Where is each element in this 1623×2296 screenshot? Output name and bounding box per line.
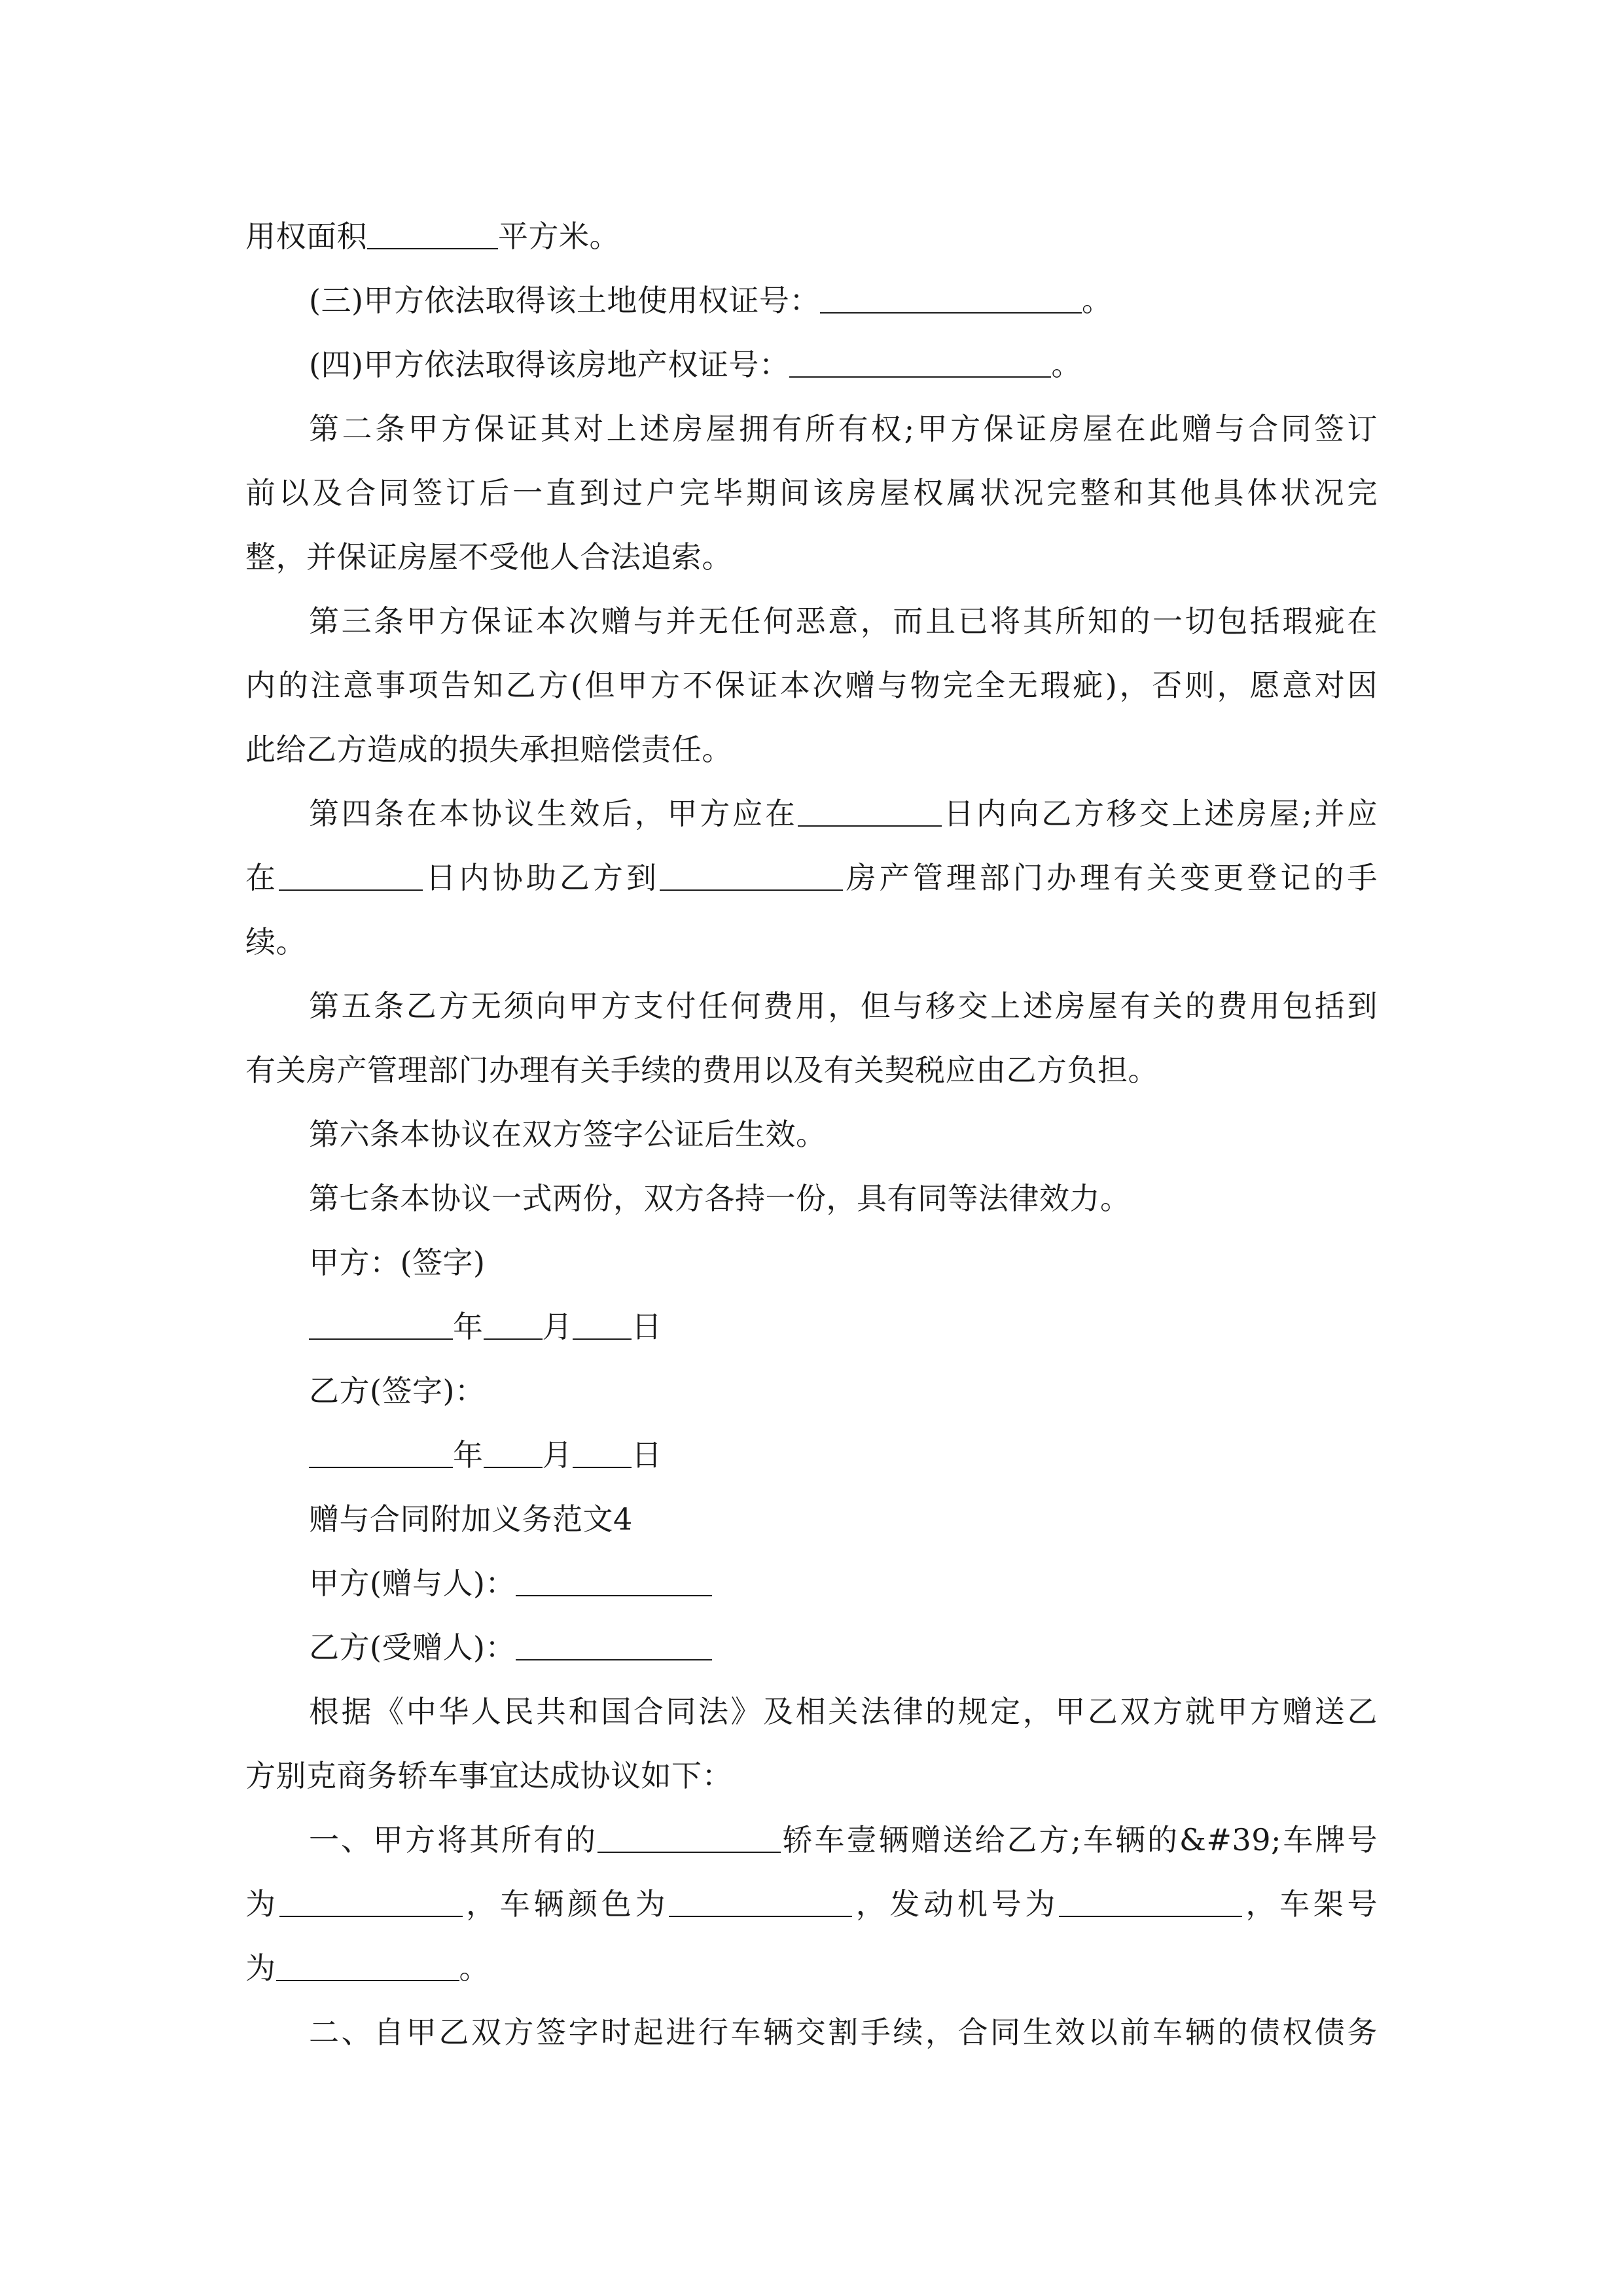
text-line: 第六条本协议在双方签字公证后生效。: [309, 1117, 827, 1152]
text-segment: 甲方(赠与人)：: [309, 1566, 516, 1601]
text-line: 第七条本协议一式两份，双方各持一份，具有同等法律效力。: [309, 1181, 1131, 1216]
text-line: [245, 1808, 1378, 1872]
text-segment: 日内向乙方移交上述房屋;并应: [941, 796, 1378, 831]
text-line: 前以及合同签订后一直到过户完毕期间该房屋权属状况完整和其他具体状况完: [245, 475, 1378, 511]
text-segment: 用权面积: [245, 219, 367, 254]
fill-in-blank: [820, 286, 1082, 314]
text-line: 第二条甲方保证其对上述房屋拥有所有权;甲方保证房屋在此赠与合同签订: [309, 411, 1378, 446]
text-segment: 乙方(受赠人)：: [309, 1630, 516, 1665]
signature-label: 乙方(签字)：: [309, 1373, 486, 1408]
text-segment: 在: [245, 860, 279, 895]
text-segment: 日内协助乙方到: [423, 860, 660, 895]
fill-in-blank: [309, 1312, 453, 1340]
fill-in-blank: [789, 350, 1051, 378]
fill-in-blank: [798, 799, 942, 827]
fill-in-blank: [484, 1441, 543, 1468]
text-segment: 月: [542, 1309, 573, 1344]
text-line: [245, 268, 1378, 332]
text-line: 有关房产管理部门办理有关手续的费用以及有关契税应由乙方负担。: [245, 1052, 1158, 1088]
text-line: 续。: [245, 924, 306, 960]
text-segment: 日: [632, 1309, 662, 1344]
fill-in-blank: [276, 1954, 459, 1981]
text-segment: 月: [542, 1437, 573, 1473]
text-segment: 为: [245, 1886, 279, 1922]
text-line: 整，并保证房屋不受他人合法追索。: [245, 539, 732, 575]
text-line: 第五条乙方无须向甲方支付任何费用，但与移交上述房屋有关的费用包括到: [309, 988, 1378, 1024]
document-body: [245, 204, 1378, 2064]
section-title: 赠与合同附加义务范文4: [309, 1501, 633, 1537]
fill-in-blank: [484, 1312, 543, 1340]
text-line: 根据《中华人民共和国合同法》及相关法律的规定，甲乙双方就甲方赠送乙: [309, 1694, 1378, 1729]
fill-in-blank: [573, 1441, 632, 1468]
date-line: [245, 1295, 1378, 1359]
text-line: [245, 1551, 1378, 1615]
text-segment: 第四条在本协议生效后，甲方应在: [309, 796, 798, 831]
fill-in-blank: [279, 1890, 463, 1917]
text-line: 方别克商务轿车事宜达成协议如下：: [245, 1758, 732, 1793]
text-line: [245, 332, 1378, 397]
text-line: 此给乙方造成的损失承担赔偿责任。: [245, 732, 732, 767]
fill-in-blank: [669, 1890, 852, 1917]
text-segment: ，车架号: [1242, 1886, 1378, 1922]
fill-in-blank: [309, 1441, 453, 1468]
text-segment: 年: [453, 1437, 484, 1473]
text-line: 第三条甲方保证本次赠与并无任何恶意，而且已将其所知的一切包括瑕疵在: [309, 603, 1378, 639]
text-segment: 。: [1051, 347, 1082, 382]
text-line: [245, 781, 1378, 846]
fill-in-blank: [367, 222, 498, 249]
text-line: [245, 204, 1378, 268]
text-segment: 平方米。: [498, 219, 620, 254]
fill-in-blank: [573, 1312, 632, 1340]
text-line: [245, 1936, 1378, 2000]
text-line: 二、自甲乙双方签字时起进行车辆交割手续，合同生效以前车辆的债权债务: [309, 2015, 1378, 2050]
text-line: [245, 1615, 1378, 1679]
text-line: 内的注意事项告知乙方(但甲方不保证本次赠与物完全无瑕疵)，否则，愿意对因: [245, 668, 1378, 703]
fill-in-blank: [516, 1633, 712, 1660]
fill-in-blank: [597, 1825, 781, 1853]
text-segment: 年: [453, 1309, 484, 1344]
text-segment: 。: [1081, 283, 1113, 318]
signature-label: 甲方：(签字): [309, 1245, 486, 1280]
fill-in-blank: [660, 863, 843, 891]
text-segment: 为: [245, 1950, 276, 1986]
fill-in-blank: [279, 863, 423, 891]
text-line: [245, 846, 1378, 910]
text-segment: 。: [459, 1950, 490, 1986]
text-segment: (三)甲方依法取得该土地使用权证号：: [309, 283, 820, 318]
text-segment: (四)甲方依法取得该房地产权证号：: [309, 347, 790, 382]
text-segment: 房产管理部门办理有关变更登记的手: [843, 860, 1378, 895]
text-line: [245, 1872, 1378, 1936]
fill-in-blank: [1059, 1890, 1242, 1917]
text-segment: 轿车壹辆赠送给乙方;车辆的&#39;车牌号: [781, 1822, 1378, 1857]
fill-in-blank: [516, 1569, 712, 1596]
text-segment: 一、甲方将其所有的: [309, 1822, 597, 1857]
text-segment: ，发动机号为: [852, 1886, 1060, 1922]
date-line: [245, 1423, 1378, 1487]
text-segment: ，车辆颜色为: [462, 1886, 669, 1922]
text-segment: 日: [632, 1437, 662, 1473]
